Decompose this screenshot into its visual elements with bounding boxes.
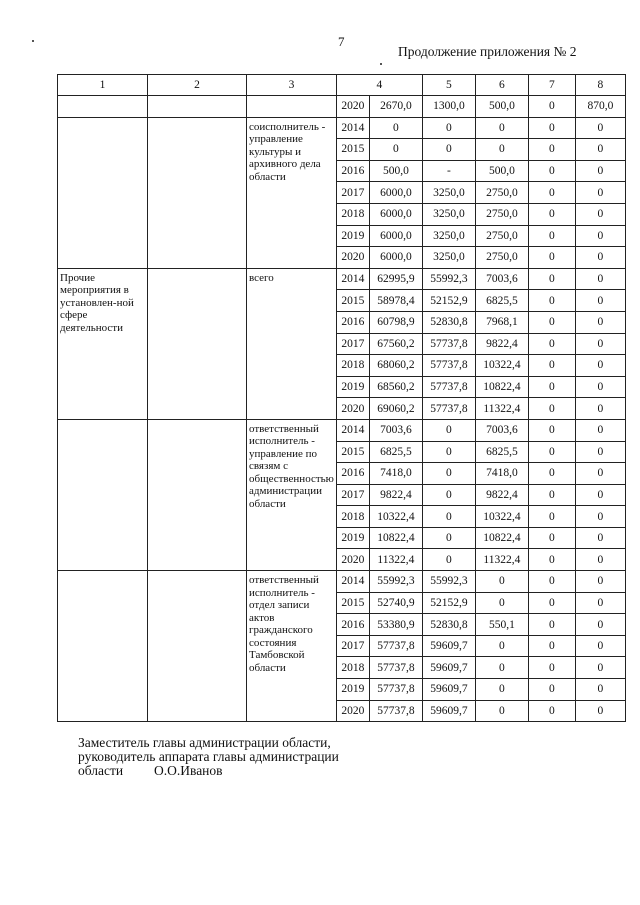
- value-cell: 0: [575, 484, 625, 506]
- value-cell: 0: [475, 592, 528, 614]
- value-cell: 57737,8: [369, 679, 422, 701]
- value-cell: 3250,0: [422, 182, 475, 204]
- year-cell: 2019: [336, 527, 369, 549]
- value-cell: 0: [528, 160, 575, 182]
- page-number: 7: [338, 34, 345, 49]
- value-cell: 2670,0: [369, 96, 422, 118]
- year-cell: 2018: [336, 506, 369, 528]
- year-cell: 2016: [336, 463, 369, 485]
- cell: [148, 419, 247, 570]
- value-cell: 0: [575, 592, 625, 614]
- value-cell: 2750,0: [475, 182, 528, 204]
- value-cell: 7418,0: [475, 463, 528, 485]
- year-cell: 2015: [336, 441, 369, 463]
- value-cell: 59609,7: [422, 657, 475, 679]
- value-cell: 500,0: [369, 160, 422, 182]
- value-cell: 69060,2: [369, 398, 422, 420]
- value-cell: 10822,4: [475, 527, 528, 549]
- signature-line: руководитель аппарата главы администрации: [78, 749, 339, 764]
- value-cell: 0: [422, 419, 475, 441]
- value-cell: 6000,0: [369, 225, 422, 247]
- value-cell: 500,0: [475, 96, 528, 118]
- value-cell: 11322,4: [369, 549, 422, 571]
- year-cell: 2017: [336, 635, 369, 657]
- value-cell: 68560,2: [369, 376, 422, 398]
- value-cell: 0: [575, 182, 625, 204]
- value-cell: 0: [575, 139, 625, 161]
- value-cell: 0: [528, 635, 575, 657]
- year-cell: 2019: [336, 225, 369, 247]
- value-cell: 0: [528, 182, 575, 204]
- value-cell: 52152,9: [422, 592, 475, 614]
- year-cell: 2015: [336, 139, 369, 161]
- value-cell: 68060,2: [369, 355, 422, 377]
- value-cell: 0: [575, 311, 625, 333]
- year-cell: 2019: [336, 376, 369, 398]
- table-row: [58, 419, 626, 441]
- year-cell: 2020: [336, 549, 369, 571]
- value-cell: 0: [575, 527, 625, 549]
- value-cell: 0: [422, 506, 475, 528]
- value-cell: 0: [575, 247, 625, 269]
- signer-name: О.О.Иванов: [154, 763, 223, 778]
- year-cell: 2014: [336, 268, 369, 290]
- value-cell: 11322,4: [475, 398, 528, 420]
- value-cell: 10322,4: [369, 506, 422, 528]
- value-cell: 3250,0: [422, 203, 475, 225]
- value-cell: 0: [528, 96, 575, 118]
- year-cell: 2020: [336, 247, 369, 269]
- value-cell: -: [422, 160, 475, 182]
- year-cell: 2014: [336, 571, 369, 593]
- cell: [58, 96, 148, 118]
- value-cell: 0: [475, 700, 528, 722]
- value-cell: 57737,8: [422, 333, 475, 355]
- value-cell: 59609,7: [422, 679, 475, 701]
- value-cell: 2750,0: [475, 247, 528, 269]
- year-cell: 2018: [336, 203, 369, 225]
- value-cell: 62995,9: [369, 268, 422, 290]
- signature-line: области: [78, 763, 124, 778]
- year-cell: 2017: [336, 484, 369, 506]
- value-cell: 870,0: [575, 96, 625, 118]
- value-cell: 57737,8: [422, 376, 475, 398]
- value-cell: 0: [528, 679, 575, 701]
- value-cell: 0: [475, 571, 528, 593]
- value-cell: 0: [575, 355, 625, 377]
- activity-name-cell: [58, 571, 148, 722]
- value-cell: 0: [575, 117, 625, 139]
- value-cell: 0: [575, 463, 625, 485]
- budget-table: [57, 74, 626, 722]
- value-cell: 0: [575, 441, 625, 463]
- value-cell: 0: [575, 376, 625, 398]
- cell: [148, 96, 247, 118]
- value-cell: 0: [528, 376, 575, 398]
- column-header-row: [58, 75, 626, 96]
- activity-name-cell: [58, 117, 148, 268]
- value-cell: 0: [575, 700, 625, 722]
- value-cell: 0: [528, 484, 575, 506]
- value-cell: 6000,0: [369, 247, 422, 269]
- value-cell: 0: [575, 398, 625, 420]
- value-cell: 6825,5: [475, 290, 528, 312]
- value-cell: 10822,4: [475, 376, 528, 398]
- table-row: [58, 117, 626, 139]
- value-cell: 7003,6: [475, 419, 528, 441]
- value-cell: 57737,8: [369, 657, 422, 679]
- value-cell: 6000,0: [369, 203, 422, 225]
- value-cell: 11322,4: [475, 549, 528, 571]
- value-cell: 52152,9: [422, 290, 475, 312]
- value-cell: 0: [422, 484, 475, 506]
- year-cell: 2015: [336, 592, 369, 614]
- value-cell: 0: [475, 657, 528, 679]
- value-cell: 0: [575, 290, 625, 312]
- value-cell: 0: [528, 117, 575, 139]
- value-cell: 0: [575, 571, 625, 593]
- value-cell: 0: [369, 117, 422, 139]
- value-cell: 0: [475, 635, 528, 657]
- year-cell: 2016: [336, 614, 369, 636]
- scan-speck: [32, 40, 34, 42]
- value-cell: 10322,4: [475, 355, 528, 377]
- value-cell: 52830,8: [422, 614, 475, 636]
- value-cell: 10322,4: [475, 506, 528, 528]
- value-cell: 0: [575, 268, 625, 290]
- value-cell: 60798,9: [369, 311, 422, 333]
- value-cell: 0: [575, 333, 625, 355]
- value-cell: 0: [422, 527, 475, 549]
- continuation-heading: Продолжение приложения № 2: [398, 44, 577, 59]
- value-cell: 0: [575, 614, 625, 636]
- value-cell: 0: [422, 117, 475, 139]
- year-cell: 2017: [336, 182, 369, 204]
- year-cell: 2014: [336, 419, 369, 441]
- value-cell: 67560,2: [369, 333, 422, 355]
- value-cell: 7968,1: [475, 311, 528, 333]
- value-cell: 0: [422, 549, 475, 571]
- value-cell: 0: [528, 203, 575, 225]
- table-row: [58, 96, 626, 118]
- value-cell: 550,1: [475, 614, 528, 636]
- column-header: 7: [528, 75, 575, 96]
- value-cell: 0: [528, 571, 575, 593]
- value-cell: 0: [528, 355, 575, 377]
- value-cell: 3250,0: [422, 225, 475, 247]
- year-cell: 2020: [336, 96, 369, 118]
- value-cell: 7418,0: [369, 463, 422, 485]
- column-header: 3: [247, 75, 337, 96]
- year-cell: 2015: [336, 290, 369, 312]
- value-cell: 0: [528, 592, 575, 614]
- value-cell: 1300,0: [422, 96, 475, 118]
- value-cell: 52740,9: [369, 592, 422, 614]
- value-cell: 6825,5: [369, 441, 422, 463]
- value-cell: 0: [528, 290, 575, 312]
- value-cell: 0: [528, 549, 575, 571]
- year-cell: 2014: [336, 117, 369, 139]
- value-cell: 2750,0: [475, 225, 528, 247]
- value-cell: 500,0: [475, 160, 528, 182]
- value-cell: 0: [528, 311, 575, 333]
- cell: [247, 96, 337, 118]
- year-cell: 2019: [336, 679, 369, 701]
- table-body: [58, 75, 626, 722]
- cell: [148, 571, 247, 722]
- year-cell: 2016: [336, 311, 369, 333]
- value-cell: 0: [528, 441, 575, 463]
- column-header: 5: [422, 75, 475, 96]
- column-header: 2: [148, 75, 247, 96]
- cell: [148, 268, 247, 419]
- scan-speck: [380, 63, 382, 65]
- value-cell: 0: [528, 268, 575, 290]
- value-cell: 0: [575, 419, 625, 441]
- value-cell: 6825,5: [475, 441, 528, 463]
- year-cell: 2018: [336, 355, 369, 377]
- value-cell: 0: [575, 225, 625, 247]
- table-row: [58, 571, 626, 593]
- value-cell: 57737,8: [422, 355, 475, 377]
- value-cell: 0: [475, 679, 528, 701]
- value-cell: 9822,4: [475, 484, 528, 506]
- column-header: 1: [58, 75, 148, 96]
- value-cell: 53380,9: [369, 614, 422, 636]
- value-cell: 0: [528, 657, 575, 679]
- value-cell: 0: [528, 333, 575, 355]
- value-cell: 0: [475, 117, 528, 139]
- activity-name-cell: [58, 419, 148, 570]
- value-cell: 2750,0: [475, 203, 528, 225]
- value-cell: 0: [528, 614, 575, 636]
- value-cell: 3250,0: [422, 247, 475, 269]
- value-cell: 0: [528, 247, 575, 269]
- value-cell: 0: [575, 160, 625, 182]
- year-cell: 2018: [336, 657, 369, 679]
- year-cell: 2020: [336, 700, 369, 722]
- value-cell: 0: [528, 463, 575, 485]
- table-row: [58, 268, 626, 290]
- value-cell: 9822,4: [475, 333, 528, 355]
- value-cell: 0: [422, 139, 475, 161]
- value-cell: 6000,0: [369, 182, 422, 204]
- signature-line: Заместитель главы администрации области,: [78, 735, 331, 750]
- value-cell: 55992,3: [422, 571, 475, 593]
- value-cell: 7003,6: [475, 268, 528, 290]
- value-cell: 0: [369, 139, 422, 161]
- value-cell: 0: [575, 549, 625, 571]
- cell: [148, 117, 247, 268]
- value-cell: 55992,3: [369, 571, 422, 593]
- year-cell: 2016: [336, 160, 369, 182]
- value-cell: 0: [575, 657, 625, 679]
- value-cell: 0: [575, 506, 625, 528]
- value-cell: 10822,4: [369, 527, 422, 549]
- value-cell: 0: [528, 506, 575, 528]
- value-cell: 0: [575, 679, 625, 701]
- value-cell: 0: [528, 139, 575, 161]
- signature-block: [78, 736, 339, 778]
- value-cell: 57737,8: [422, 398, 475, 420]
- value-cell: 0: [528, 419, 575, 441]
- value-cell: 9822,4: [369, 484, 422, 506]
- value-cell: 7003,6: [369, 419, 422, 441]
- activity-name-cell: Прочие мероприятия в установлен-ной сфере деятельности: [58, 268, 148, 419]
- value-cell: 0: [528, 398, 575, 420]
- value-cell: 0: [575, 635, 625, 657]
- value-cell: 59609,7: [422, 700, 475, 722]
- value-cell: 0: [528, 225, 575, 247]
- value-cell: 52830,8: [422, 311, 475, 333]
- executor-cell: ответственный исполнитель - управление по связям с общественностью администрации области: [247, 419, 337, 570]
- value-cell: 0: [422, 441, 475, 463]
- year-cell: 2020: [336, 398, 369, 420]
- column-header: 4: [336, 75, 422, 96]
- value-cell: 58978,4: [369, 290, 422, 312]
- executor-cell: соисполнитель - управление культуры и архивного дела области: [247, 117, 337, 268]
- value-cell: 55992,3: [422, 268, 475, 290]
- value-cell: 57737,8: [369, 700, 422, 722]
- value-cell: 59609,7: [422, 635, 475, 657]
- value-cell: 0: [475, 139, 528, 161]
- executor-cell: всего: [247, 268, 337, 419]
- value-cell: 0: [528, 700, 575, 722]
- value-cell: 0: [575, 203, 625, 225]
- value-cell: 0: [422, 463, 475, 485]
- column-header: 6: [475, 75, 528, 96]
- column-header: 8: [575, 75, 625, 96]
- value-cell: 57737,8: [369, 635, 422, 657]
- value-cell: 0: [528, 527, 575, 549]
- executor-cell: ответственный исполнитель - отдел записи актов гражданского состояния Тамбовской области: [247, 571, 337, 722]
- year-cell: 2017: [336, 333, 369, 355]
